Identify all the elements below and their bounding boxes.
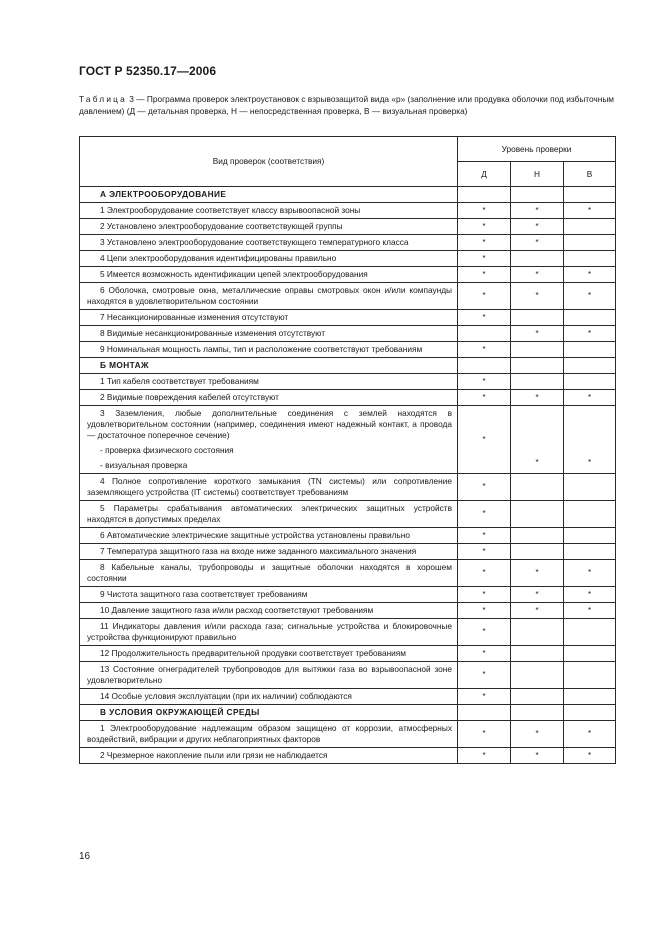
row-text: 1 Тип кабеля соответствует требованиям — [80, 374, 458, 390]
section-row — [80, 187, 616, 203]
page-number: 16 — [79, 851, 91, 862]
grounding-row — [80, 406, 616, 474]
mark-v — [564, 501, 616, 528]
row-text: 12 Продолжительность предварительной продувки соответствует требованиям — [80, 646, 458, 662]
mark-d: * — [458, 235, 511, 251]
mark-n: * — [511, 721, 564, 748]
mark-v — [564, 374, 616, 390]
table-row — [80, 603, 616, 619]
table-row — [80, 283, 616, 310]
mark-d: * — [458, 587, 511, 603]
mark-d: * — [458, 501, 511, 528]
mark-n — [511, 619, 564, 646]
row-text: 10 Давление защитного газа и/или расход соответствуют требованиям — [80, 603, 458, 619]
mark-v: * — [564, 283, 616, 310]
mark-v — [564, 619, 616, 646]
mark-v — [564, 342, 616, 358]
mark-n: * — [511, 390, 564, 406]
grounding-sub-visual: - визуальная проверка — [100, 460, 188, 470]
table-row — [80, 619, 616, 646]
row-text: 6 Автоматические электрические защитные устройства установлены правильно — [80, 528, 458, 544]
table-row — [80, 326, 616, 342]
mark-d: * — [458, 619, 511, 646]
mark-d: * — [458, 267, 511, 283]
mark-n — [511, 374, 564, 390]
mark-n: * — [511, 283, 564, 310]
mark-n: * — [511, 326, 564, 342]
table-row — [80, 721, 616, 748]
mark-d: * — [458, 251, 511, 267]
table-row — [80, 560, 616, 587]
header-col-d: Д — [458, 162, 511, 187]
mark-d: * — [458, 544, 511, 560]
row-text: 8 Видимые несанкционированные изменения отсутствуют — [80, 326, 458, 342]
row-text: 13 Состояние огнеградителей трубопроводов для вытяжки газа во взрывоопасной зоне удовлетворительно — [80, 662, 458, 689]
table-row — [80, 310, 616, 326]
mark-d: * — [458, 603, 511, 619]
mark-n — [511, 662, 564, 689]
row-text: 3 Установлено электрооборудование соответствующего температурного класса — [80, 235, 458, 251]
mark-n: * — [511, 748, 564, 764]
table-row — [80, 374, 616, 390]
mark-v: * — [564, 748, 616, 764]
mark-d: * — [458, 342, 511, 358]
mark-v — [564, 662, 616, 689]
mark-v: * — [564, 560, 616, 587]
caption-text: 3 — Программа проверок электроустановок с взрывозащитой вида «р» (заполнение или продувка оболочки под избыточным давлением) (Д — детальная проверка, Н — непосредственная проверка, В — визуальная проверка) — [79, 94, 614, 117]
mark-n: * — [511, 406, 564, 474]
mark-d: * — [458, 474, 511, 501]
section-title: А ЭЛЕКТРООБОРУДОВАНИЕ — [80, 187, 458, 203]
mark-v: * — [564, 406, 616, 474]
inspection-table — [79, 136, 616, 764]
mark-n: * — [511, 203, 564, 219]
row-text: 5 Имеется возможность идентификации цепей электрооборудования — [80, 267, 458, 283]
mark-d: * — [458, 560, 511, 587]
mark-n — [511, 251, 564, 267]
table-row — [80, 646, 616, 662]
mark-d: * — [458, 689, 511, 705]
mark-d: * — [458, 662, 511, 689]
mark-v — [564, 689, 616, 705]
mark-v — [564, 235, 616, 251]
mark-n — [511, 310, 564, 326]
table-row — [80, 501, 616, 528]
mark-d: * — [458, 203, 511, 219]
mark-v: * — [564, 326, 616, 342]
mark-n: * — [511, 587, 564, 603]
mark-n — [511, 501, 564, 528]
mark-d: * — [458, 310, 511, 326]
mark-n — [511, 646, 564, 662]
table-row — [80, 689, 616, 705]
table-row — [80, 219, 616, 235]
mark-n — [511, 689, 564, 705]
table-row — [80, 342, 616, 358]
mark-v — [564, 219, 616, 235]
mark-n: * — [511, 235, 564, 251]
mark-d: * — [458, 406, 511, 474]
mark-v — [564, 544, 616, 560]
mark-n: * — [511, 219, 564, 235]
row-text: 5 Параметры срабатывания автоматических электрических защитных устройств находятся в допустимых пределах — [80, 501, 458, 528]
table-caption — [79, 93, 614, 118]
mark-v: * — [564, 203, 616, 219]
mark-n — [511, 528, 564, 544]
section-row — [80, 705, 616, 721]
mark-v: * — [564, 721, 616, 748]
mark-d: * — [458, 528, 511, 544]
mark-v — [564, 528, 616, 544]
mark-d: * — [458, 721, 511, 748]
row-text: 14 Особые условия эксплуатации (при их наличии) соблюдаются — [80, 689, 458, 705]
table-row — [80, 748, 616, 764]
row-text: 7 Несанкционированные изменения отсутствуют — [80, 310, 458, 326]
row-text: 11 Индикаторы давления и/или расхода газа; сигнальные устройства и блокировочные устройства функционируют правильно — [80, 619, 458, 646]
mark-v: * — [564, 587, 616, 603]
table-row — [80, 587, 616, 603]
row-text: 6 Оболочка, смотровые окна, металлические оправы смотровых окон и/или компаунды находятся в удовлетворительном состоянии — [80, 283, 458, 310]
mark-v: * — [564, 390, 616, 406]
row-text: 2 Установлено электрооборудование соответствующей группы — [80, 219, 458, 235]
row-text: 4 Цепи электрооборудования идентифицированы правильно — [80, 251, 458, 267]
caption-lead: Таблица — [79, 94, 127, 104]
mark-n: * — [511, 560, 564, 587]
document-title: ГОСТ Р 52350.17—2006 — [79, 64, 217, 78]
row-text: 2 Чрезмерное накопление пыли или грязи не наблюдается — [80, 748, 458, 764]
section-title: Б МОНТАЖ — [80, 358, 458, 374]
mark-d: * — [458, 748, 511, 764]
header-check-level: Уровень проверки — [458, 137, 616, 162]
table-row — [80, 267, 616, 283]
row-text: 2 Видимые повреждения кабелей отсутствуют — [80, 390, 458, 406]
table-row — [80, 251, 616, 267]
table-row — [80, 203, 616, 219]
table-row — [80, 544, 616, 560]
table-row — [80, 528, 616, 544]
mark-n — [511, 342, 564, 358]
row-text: 9 Номинальная мощность лампы, тип и расположение соответствуют требованиям — [80, 342, 458, 358]
table-row — [80, 662, 616, 689]
mark-d: * — [458, 283, 511, 310]
mark-v: * — [564, 603, 616, 619]
grounding-sub-physical: - проверка физического состояния — [100, 445, 234, 455]
section-title: В УСЛОВИЯ ОКРУЖАЮЩЕЙ СРЕДЫ — [80, 705, 458, 721]
mark-n: * — [511, 603, 564, 619]
mark-v — [564, 474, 616, 501]
table-row — [80, 235, 616, 251]
mark-n — [511, 474, 564, 501]
mark-d: * — [458, 374, 511, 390]
header-col-n: Н — [511, 162, 564, 187]
grounding-text: 3 Заземления, любые дополнительные соединения с землей находятся в удовлетворительном состоянии (например, соединения имеют надежный контакт, а провода — достаточное поперечное сечение) - проверка физического состояния - визуальная проверка — [80, 406, 458, 474]
table-row — [80, 390, 616, 406]
row-text: 9 Чистота защитного газа соответствует требованиям — [80, 587, 458, 603]
row-text: 1 Электрооборудование надлежащим образом защищено от коррозии, атмосферных воздействий, вибрации и других неблагоприятных факторов — [80, 721, 458, 748]
mark-d: * — [458, 646, 511, 662]
mark-d — [458, 326, 511, 342]
header-col-v: В — [564, 162, 616, 187]
mark-d: * — [458, 390, 511, 406]
mark-v — [564, 310, 616, 326]
mark-n — [511, 544, 564, 560]
section-row — [80, 358, 616, 374]
mark-v — [564, 251, 616, 267]
mark-v: * — [564, 267, 616, 283]
header-check-type: Вид проверок (соответствия) — [80, 137, 458, 187]
mark-v — [564, 646, 616, 662]
mark-d: * — [458, 219, 511, 235]
mark-n: * — [511, 267, 564, 283]
table-row — [80, 474, 616, 501]
row-text: 7 Температура защитного газа на входе ниже заданного максимального значения — [80, 544, 458, 560]
row-text: 8 Кабельные каналы, трубопроводы и защитные оболочки находятся в хорошем состоянии — [80, 560, 458, 587]
row-text: 1 Электрооборудование соответствует классу взрывоопасной зоны — [80, 203, 458, 219]
row-text: 4 Полное сопротивление короткого замыкания (TN системы) или сопротивление заземляющего устройства (IT системы) соответствует требованиям — [80, 474, 458, 501]
